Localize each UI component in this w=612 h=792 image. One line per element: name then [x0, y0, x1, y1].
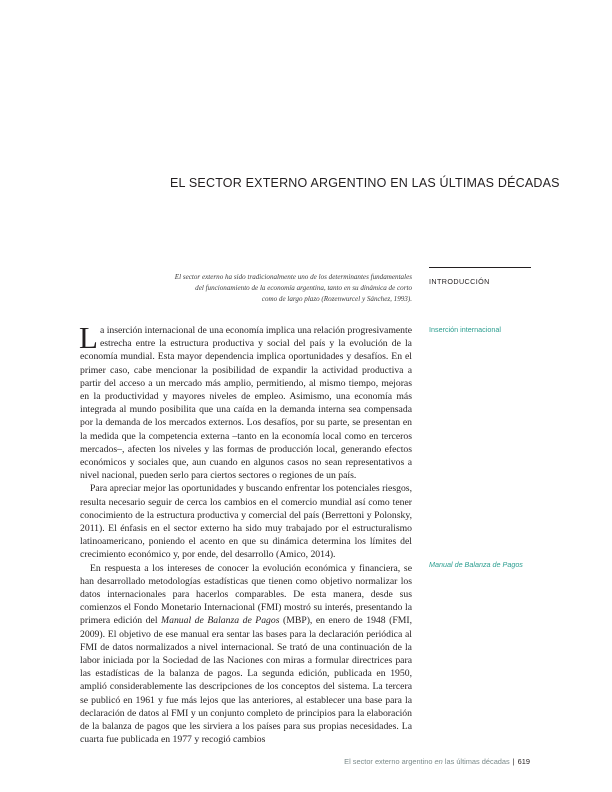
page-number: 619: [517, 757, 530, 766]
epigraph-line: del funcionamiento de la economía argentina, tanto en su dinámica de corto: [195, 284, 412, 292]
running-title: las últimas décadas: [442, 757, 510, 766]
section-rule: [429, 267, 531, 268]
epigraph-line: como de largo plazo (Rozenwurcel y Sánchez, 1993).: [261, 295, 412, 303]
body-text: [79, 320, 412, 747]
paragraph-text: En respuesta a los intereses de conocer la evolución económica y financiera, se han desarrollado metodologías estadísticas que tienen como objetivo normalizar los datos internacionales para hacerlos comparables. De esta manera, desde sus comienzos el Fondo Monetario Internacional (FMI) mostró su interés, presentando la primera edición del: [80, 562, 412, 627]
paragraph: [79, 320, 412, 482]
epigraph-line: El sector externo ha sido tradicionalmente uno de los determinantes fundamentales: [174, 273, 412, 281]
drop-cap: L: [79, 320, 98, 355]
running-title-italic: en: [434, 757, 443, 766]
paragraph-text: (MBP), en enero de 1948 (FMI, 2009). El objetivo de ese manual era sentar las bases para la declaración periódica al FMI de datos normalizados a nivel internacional. Se trató de una continuación de la labor iniciada por la Sociedad de las Naciones con miras a formular directrices para las estadísticas de la balanza de pagos. La segunda edición, publicada en 1950, amplió considerablemente las descripciones de los conceptos del sistema. La tercera se publicó en 1961 y fue más lejos que las anteriores, al establecer una base para la declaración de datos al FMI y un conjunto completo de principios para la elaboración de la balanza de pagos que les sirviera a los países para sus propias necesidades. La cuarta fue publicada en 1977 y recogió cambios: [80, 615, 412, 746]
section-label: INTRODUCCIÓN: [429, 277, 490, 286]
running-title: El sector externo argentino: [344, 757, 435, 766]
chapter-title: EL SECTOR EXTERNO ARGENTINO EN LAS ÚLTIMAS DÉCADAS: [170, 176, 560, 190]
paragraph: Para apreciar mejor las oportunidades y buscando enfrentar los potenciales riesgos, resulta necesario seguir de cerca los cambios en el comercio mundial así como tener conocimiento de la estructura productiva y comercial del país (Berrettoni y Polonsky, 2011). El énfasis en el sector externo ha sido muy trabajado por el estructuralismo latinoamericano, poniendo el acento en que su dinámica determina los límites del crecimiento económico y, por ende, del desarrollo (Amico, 2014).: [80, 483, 412, 561]
paragraph: [80, 562, 412, 747]
footer-separator: |: [512, 757, 515, 766]
epigraph: [110, 272, 412, 305]
emphasis: Manual de Balanza de Pagos: [161, 615, 280, 627]
margin-note-manual: Manual de Balanza de Pagos: [429, 560, 523, 569]
margin-note-insercion: Inserción internacional: [429, 325, 501, 334]
page-footer: [250, 757, 530, 766]
paragraph-text: a inserción internacional de una economía implica una relación progresivamente estrecha entre la estructura productiva y social del país y la evolución de la economía mundial. Esta mayor dependencia implica oportunidades y desafíos. En el primer caso, cabe mencionar la posibilidad de expandir la actividad productiva a partir del acceso a un mercado más amplio, permitiendo, al mismo tiempo, mejoras en la productividad y mayores niveles de empleo. Asimismo, una economía más integrada al mundo posibilita que una caída en la demanda interna sea compensada por la demanda de los mercados externos. Los desafíos, por su parte, se presentan en la medida que la competencia externa –tanto en la economía local como en terceros mercados–, afecten los niveles y las formas de producción local, generando efectos económicos y sociales que, aun cuando en algunos casos no sean representativos a nivel nacional, pueden serlo para ciertos sectores o regiones de un país.: [80, 325, 412, 482]
